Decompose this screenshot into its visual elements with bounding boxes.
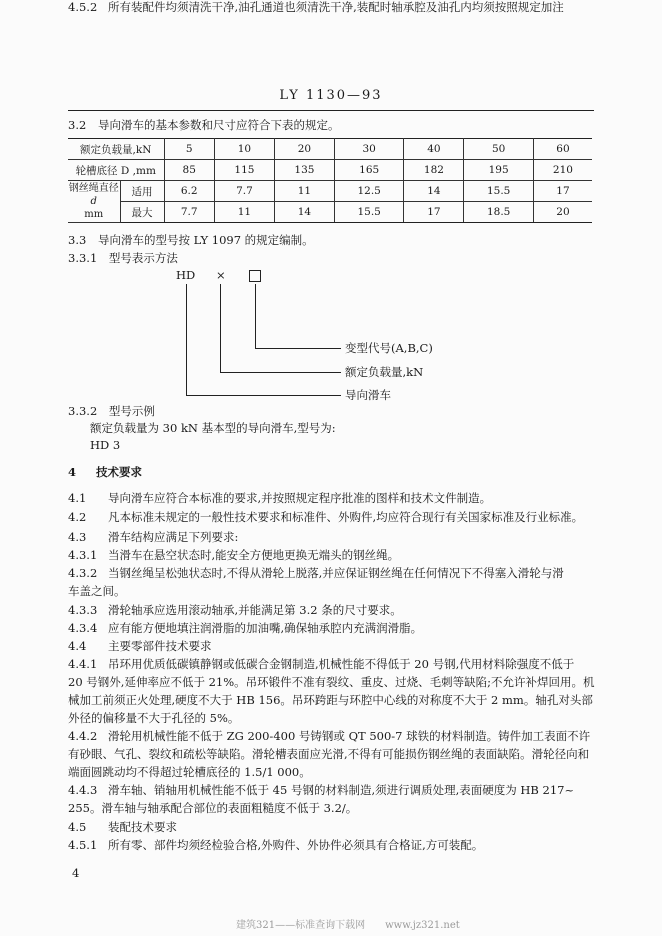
paragraph-text: 吊环用优质低碳镇静钢或低碳合金钢制造,机械性能不得低于 20 号钢,代用材料除强度不低于 xyxy=(108,657,575,671)
table-header-cell: 适用 xyxy=(120,181,164,202)
table-header-cell: 额定负载量,kN xyxy=(68,139,164,160)
type-leader-horizontal xyxy=(186,395,341,396)
paragraph-number: 4.4 xyxy=(68,639,87,653)
paragraph-continuation: 有砂眼、气孔、裂纹和疏松等缺陷。滑轮槽表面应光滑,不得有可能损伤钢丝绳的表面缺陷。滑轮径向和 xyxy=(68,747,590,761)
table-cell: 165 xyxy=(334,160,404,181)
paragraph-number: 4.3.3 xyxy=(68,603,98,617)
model-example-code: HD 3 xyxy=(90,438,121,452)
page-number: 4 xyxy=(72,866,80,880)
section-number: 3.3.2 xyxy=(68,404,98,418)
paragraph-number: 4.2 xyxy=(68,510,87,524)
paragraph-first-line xyxy=(68,548,399,563)
paragraph-first-line xyxy=(68,621,422,636)
rope-diameter-header xyxy=(68,181,120,223)
paragraph-continuation: 车盖之间。 xyxy=(68,584,126,598)
table-cell: 6.2 xyxy=(164,181,214,202)
table-cell: 40 xyxy=(404,139,464,160)
table-cell: 7.7 xyxy=(164,202,214,223)
paragraph-text: 当钢丝绳呈松弛状态时,不得从滑轮上脱落,并应保证钢丝绳在任何情况下不得塞入滑轮与滑 xyxy=(108,566,564,580)
section-3-3-1 xyxy=(68,251,178,266)
type-leader-vertical xyxy=(186,284,187,395)
section-text: 型号表示方法 xyxy=(108,251,178,265)
table-header-cell: 轮槽底径 D ,mm xyxy=(68,160,164,181)
table-cell: 20 xyxy=(533,202,592,223)
footer-watermark: 建筑321——标准查询下载网 www.jz321.net xyxy=(236,920,460,931)
paragraph-text: 滑车结构应满足下列要求: xyxy=(108,530,239,544)
rope-label-line: d xyxy=(90,196,97,207)
paragraph-text: 凡本标准未规定的一般性技术要求和标准件、外购件,均应符合现行有关国家标准及行业标准。 xyxy=(108,510,584,524)
section-number: 4 xyxy=(68,465,77,479)
model-example-text: 额定负载量为 30 kN 基本型的导向滑车,型号为: xyxy=(90,421,336,435)
paragraph-first-line xyxy=(68,0,564,15)
paragraph-number: 4.5.2 xyxy=(68,0,98,14)
variant-leader-vertical xyxy=(255,284,256,348)
paragraph-continuation: 械加工前须正火处理,硬度不大于 HB 156。吊环跨距与环腔中心线的对称度不大于 2 mm。轴孔对头部 xyxy=(68,693,593,707)
table-cell: 85 xyxy=(164,160,214,181)
paragraph-number: 4.5.1 xyxy=(68,838,98,852)
paragraph-first-line xyxy=(68,530,238,545)
table-cell: 135 xyxy=(274,160,334,181)
table-cell: 60 xyxy=(533,139,592,160)
table-cell: 115 xyxy=(214,160,274,181)
table-row xyxy=(68,181,592,202)
rated-load-label: 额定负载量,kN xyxy=(345,365,424,379)
section-3-3 xyxy=(68,233,314,248)
section-title: 技术要求 xyxy=(96,465,143,479)
section-3-3-2 xyxy=(68,404,155,419)
standard-header: LY 1130—93 xyxy=(279,88,383,103)
table-header-cell: 最大 xyxy=(120,202,164,223)
table-cell: 210 xyxy=(533,160,592,181)
paragraph-continuation: 端面圆跳动均不得超过轮槽底径的 1.5/1 000。 xyxy=(68,765,311,779)
section-text: 导向滑车的基本参数和尺寸应符合下表的规定。 xyxy=(97,118,340,132)
table-cell: 5 xyxy=(164,139,214,160)
code-multiply: × xyxy=(216,268,226,282)
paragraph-number: 4.5 xyxy=(68,820,87,834)
table-cell: 182 xyxy=(404,160,464,181)
paragraph-number: 4.4.2 xyxy=(68,729,98,743)
table-row xyxy=(68,202,592,223)
table-cell: 17 xyxy=(533,181,592,202)
paragraph-number: 4.3.4 xyxy=(68,621,98,635)
paragraph-first-line xyxy=(68,783,574,798)
paragraph-text: 装配技术要求 xyxy=(108,820,177,834)
paragraph-number: 4.3 xyxy=(68,530,87,544)
paragraph-first-line xyxy=(68,729,590,744)
table-cell: 18.5 xyxy=(464,202,534,223)
paragraph-number: 4.1 xyxy=(68,491,87,505)
table-cell: 17 xyxy=(404,202,464,223)
table-row xyxy=(68,160,592,181)
variant-code-box xyxy=(249,270,261,282)
paragraph-continuation: 255。滑车轴与轴承配合部位的表面粗糙度不低于 3.2/。 xyxy=(68,801,358,815)
table-cell: 15.5 xyxy=(334,202,404,223)
header-rule xyxy=(68,110,594,111)
paragraph-first-line xyxy=(68,566,564,581)
section-text: 导向滑车的型号按 LY 1097 的规定编制。 xyxy=(97,233,314,247)
rope-label-line: 钢丝绳直径 xyxy=(68,183,119,194)
paragraph-number: 4.3.2 xyxy=(68,566,98,580)
load-leader-horizontal xyxy=(220,372,341,373)
paragraph-number: 4.4.1 xyxy=(68,657,98,671)
paragraph-text: 应有能方便地填注润滑脂的加油嘴,确保轴承腔内充满润滑脂。 xyxy=(108,621,423,635)
paragraph-number: 4.3.1 xyxy=(68,548,98,562)
variant-leader-horizontal xyxy=(255,348,341,349)
table-cell: 14 xyxy=(404,181,464,202)
parameter-table xyxy=(68,138,592,223)
paragraph-first-line xyxy=(68,510,583,525)
paragraph-text: 滑轮轴承应选用滚动轴承,并能满足第 3.2 条的尺寸要求。 xyxy=(108,603,402,617)
paragraph-first-line xyxy=(68,820,177,835)
paragraph-first-line xyxy=(68,838,483,853)
table-cell: 50 xyxy=(464,139,534,160)
table-cell: 15.5 xyxy=(464,181,534,202)
section-number: 3.3 xyxy=(68,233,87,247)
paragraph-first-line xyxy=(68,639,212,654)
rope-label-line: mm xyxy=(84,209,104,220)
paragraph-text: 滑轮用机械性能不低于 ZG 200-400 号铸钢或 QT 500-7 球铁的材料制造。铸件加工表面不许 xyxy=(108,729,591,743)
paragraph-text: 所有装配件均须清洗干净,油孔通道也须清洗干净,装配时轴承腔及油孔内均须按照规定加注 xyxy=(108,0,564,14)
table-cell: 7.7 xyxy=(214,181,274,202)
table-cell: 14 xyxy=(274,202,334,223)
table-row xyxy=(68,139,592,160)
paragraph-continuation: 20 号钢外,延伸率应不低于 21%。吊环锻件不准有裂纹、重皮、过烧、毛刺等缺陷;不允许补焊回用。机 xyxy=(68,675,595,689)
table-cell: 11 xyxy=(214,202,274,223)
paragraph-number: 4.4.3 xyxy=(68,783,98,797)
paragraph-text: 导向滑车应符合本标准的要求,并按照规定程序批准的图样和技术文件制造。 xyxy=(108,491,492,505)
code-hd: HD xyxy=(176,268,196,282)
table-cell: 20 xyxy=(274,139,334,160)
section-number: 3.3.1 xyxy=(68,251,98,265)
paragraph-first-line xyxy=(68,603,402,618)
section-4-heading xyxy=(68,465,142,480)
table-cell: 12.5 xyxy=(334,181,404,202)
section-number: 3.2 xyxy=(68,118,87,132)
paragraph-text: 当滑车在悬空状态时,能安全方便地更换无端头的钢丝绳。 xyxy=(108,548,400,562)
paragraph-first-line xyxy=(68,491,491,506)
paragraph-continuation: 外径的偏移量不大于孔径的 5%。 xyxy=(68,711,240,725)
table-cell: 30 xyxy=(334,139,404,160)
paragraph-text: 主要零部件技术要求 xyxy=(108,639,212,653)
paragraph-text: 所有零、部件均须经检验合格,外购件、外协件必须具有合格证,方可装配。 xyxy=(108,838,484,852)
guide-pulley-label: 导向滑车 xyxy=(345,388,391,402)
table-cell: 10 xyxy=(214,139,274,160)
section-3-2 xyxy=(68,118,339,133)
paragraph-first-line xyxy=(68,657,574,672)
load-leader-vertical xyxy=(220,284,221,372)
table-cell: 11 xyxy=(274,181,334,202)
table-cell: 195 xyxy=(464,160,534,181)
paragraph-text: 滑车轴、销轴用机械性能不低于 45 号钢的材料制造,须进行调质处理,表面硬度为 HB 217~ xyxy=(108,783,575,797)
variant-code-label: 变型代号(A,B,C) xyxy=(345,341,433,355)
section-text: 型号示例 xyxy=(108,404,155,418)
